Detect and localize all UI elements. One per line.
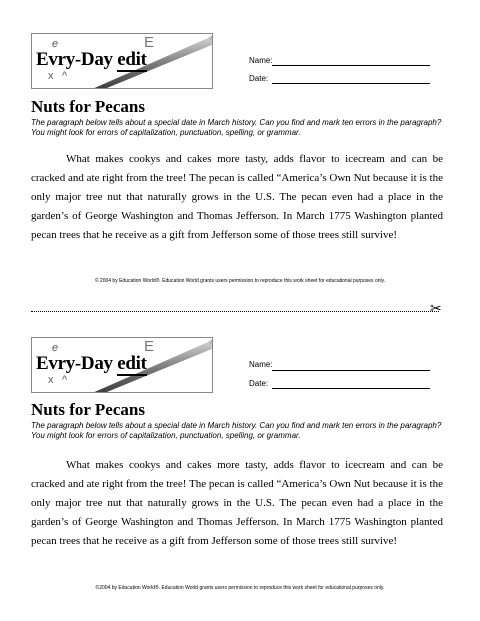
name-label: Name: bbox=[249, 360, 273, 369]
logo-insert-mark: e bbox=[52, 342, 59, 354]
edit-paragraph: What makes cookys and cakes more tasty, adds flavor to icecream and can be cracked and ate right from the tree! The pecan is called “America’s Own Nut because it is the only major tree nut that naturally grows in the U.S. The pecan even had a place in the garden’s of George Washington and Thomas Jefferson. In March 1775 Washington planted pecan trees that he receive as a gift from Jefferson some of those trees still survive! bbox=[31, 153, 443, 241]
worksheet-title: Nuts for Pecans bbox=[31, 97, 145, 116]
edit-paragraph: What makes cookys and cakes more tasty, adds flavor to icecream and can be cracked and ate right from the tree! The pecan is called “America’s Own Nut because it is the only major tree nut that naturally grows in the U.S. The pecan even had a place in the garden’s of George Washington and Thomas Jefferson. In March 1775 Washington planted pecan trees that he receive as a gift from Jefferson some of those trees still survive! bbox=[31, 459, 443, 547]
date-field[interactable] bbox=[272, 388, 430, 389]
logo-caret-x: x bbox=[48, 70, 54, 82]
logo-caret-x: x bbox=[48, 374, 54, 386]
logo-text: Evry-Day edit bbox=[36, 49, 147, 70]
logo-caret: ^ bbox=[62, 374, 68, 386]
logo-capital-mark: E bbox=[144, 34, 155, 51]
copyright-notice: ©2004 by Education World®. Education World grants users permission to reproduce this work sheet for educational purposes only. bbox=[95, 585, 385, 591]
date-field[interactable] bbox=[272, 83, 430, 84]
evry-day-edit-logo bbox=[31, 33, 213, 89]
logo-text: Evry-Day edit bbox=[36, 353, 147, 374]
scissors-icon: ✂ bbox=[430, 302, 442, 317]
logo-capital-mark: E bbox=[144, 338, 155, 355]
name-label: Name: bbox=[249, 56, 273, 65]
date-label: Date: bbox=[249, 379, 269, 388]
logo-caret: ^ bbox=[62, 70, 68, 82]
name-field[interactable] bbox=[272, 370, 430, 371]
date-label: Date: bbox=[249, 74, 269, 83]
worksheet-title: Nuts for Pecans bbox=[31, 400, 145, 419]
name-field[interactable] bbox=[272, 65, 430, 66]
instructions: The paragraph below tells about a special date in March history. Can you find and mark ten errors in the paragraph? You might look for errors of capitalization, punctuation, spelling, or grammar. bbox=[31, 118, 442, 137]
logo-insert-mark: e bbox=[52, 38, 59, 50]
evry-day-edit-logo bbox=[31, 337, 213, 393]
cut-line bbox=[31, 311, 439, 312]
copyright-notice: © 2004 by Education World®. Education World grants users permission to reproduce this work sheet for educational purposes only. bbox=[94, 278, 386, 284]
instructions: The paragraph below tells about a special date in March history. Can you find and mark ten errors in the paragraph? You might look for errors of capitalization, punctuation, spelling, or grammar. bbox=[31, 421, 442, 440]
